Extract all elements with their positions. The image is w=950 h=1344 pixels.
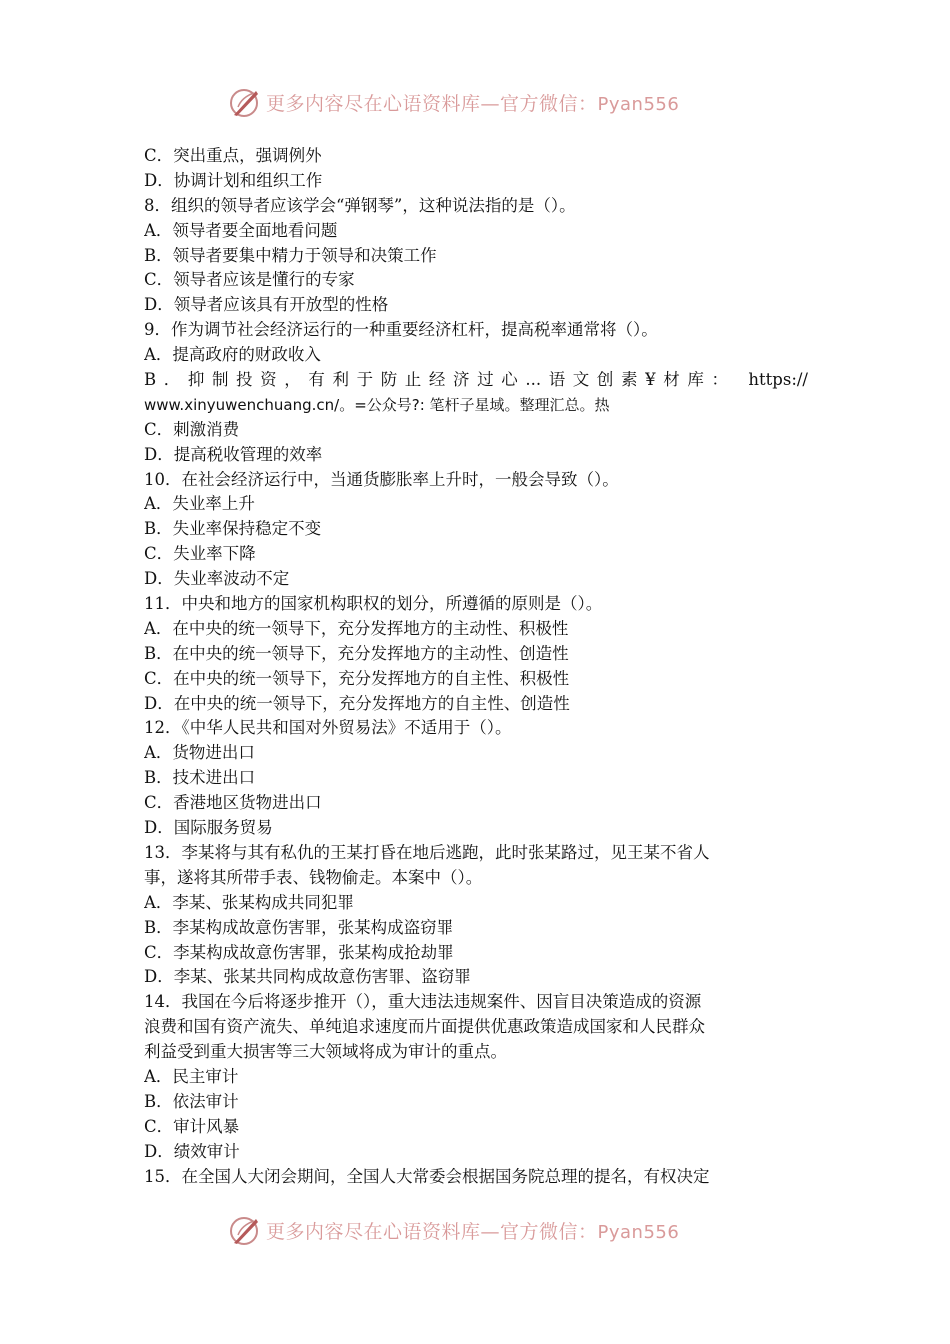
text-line: C．刺激消费 (144, 419, 240, 439)
text-line: D．提高税收管理的效率 (144, 444, 323, 464)
text-line: C．审计风暴 (144, 1116, 240, 1136)
ad-text-line: www.xinyuwenchuang.cn/。=公众号?: 笔杆子星域。整理汇总。热 (144, 395, 610, 414)
text-line: A．李某、张某构成共同犯罪 (144, 892, 354, 912)
text-line: 利益受到重大损害等三大领域将成为审计的重点。 (144, 1042, 507, 1062)
text-line: D．李某、张某共同构成故意伤害罪、盗窃罪 (144, 967, 471, 987)
text-line: 15．在全国人大闭会期间，全国人大常委会根据国务院总理的提名，有权决定 (144, 1166, 710, 1186)
text-line: D．绩效审计 (144, 1141, 240, 1161)
text-line: C．领导者应该是懂行的专家 (144, 270, 355, 290)
text-line: D．在中央的统一领导下，充分发挥地方的自主性、创造性 (144, 693, 570, 713)
text-line: A．货物进出口 (144, 743, 255, 763)
footer-banner-en: Pyan556 (597, 1221, 680, 1243)
text-line: B．李某构成故意伤害罪，张某构成盗窃罪 (144, 917, 454, 937)
text-line: C．突出重点，强调例外 (144, 146, 322, 165)
text-line: 浪费和国有资产流失、单纯追求速度而片面提供优惠政策造成国家和人民群众 (144, 1017, 705, 1037)
text-line: B．在中央的统一领导下，充分发挥地方的主动性、创造性 (144, 643, 569, 663)
text-line: D．失业率波动不定 (144, 569, 290, 589)
header-banner-text (266, 89, 679, 116)
header-banner-cn: 更多内容尽在心语资料库—官方微信： (266, 92, 598, 115)
text-line: 11．中央和地方的国家机构职权的划分，所遵循的原则是（）。 (144, 594, 603, 614)
text-line: 10．在社会经济运行中，当通货膨胀率上升时，一般会导致（）。 (144, 469, 619, 489)
footer-banner-text (266, 1217, 679, 1244)
text-line: D．协调计划和组织工作 (144, 170, 323, 190)
text-line: A．民主审计 (144, 1066, 239, 1086)
text-line: D．领导者应该具有开放型的性格 (144, 295, 389, 315)
text-line: A．领导者要全面地看问题 (144, 220, 338, 240)
text-line: C．李某构成故意伤害罪，张某构成抢劫罪 (144, 942, 454, 962)
header-banner-en: Pyan556 (597, 93, 680, 115)
text-line: C．香港地区货物进出口 (144, 793, 322, 813)
footer-banner (228, 1210, 728, 1250)
text-line: 8．组织的领导者应该学会“弹钢琴”，这种说法指的是（）。 (144, 195, 576, 215)
text-line: C．在中央的统一领导下，充分发挥地方的自主性、积极性 (144, 668, 570, 688)
quill-logo-icon (228, 85, 262, 119)
ad-text-line: B．抑制投资，有利于防止经济过心...语文创素¥材库： https:// (144, 370, 808, 390)
text-line: A．提高政府的财政收入 (144, 345, 321, 365)
text-line: B．领导者要集中精力于领导和决策工作 (144, 245, 437, 265)
text-line: 12．《中华人民共和国对外贸易法》不适用于（）。 (144, 718, 512, 738)
text-line: 事，遂将其所带手表、钱物偷走。本案中（）。 (144, 867, 483, 887)
quill-logo-icon (228, 1213, 262, 1247)
text-line: 14．我国在今后将逐步推开（），重大违法违规案件、因盲目决策造成的资源 (144, 992, 702, 1012)
text-line: 13．李某将与其有私仇的王某打昏在地后逃跑，此时张某路过，见王某不省人 (144, 842, 710, 862)
text-line: B．依法审计 (144, 1091, 239, 1111)
text-line: 9．作为调节社会经济运行的一种重要经济杠杆，提高税率通常将（）。 (144, 320, 658, 340)
document-body (144, 144, 808, 1189)
text-line: D．国际服务贸易 (144, 818, 273, 838)
text-line: B．失业率保持稳定不变 (144, 519, 322, 539)
header-banner (228, 82, 728, 122)
text-line: B．技术进出口 (144, 768, 256, 788)
text-line: C．失业率下降 (144, 544, 256, 564)
text-line: A．失业率上升 (144, 494, 255, 514)
text-line: A．在中央的统一领导下，充分发挥地方的主动性、积极性 (144, 618, 569, 638)
footer-banner-cn: 更多内容尽在心语资料库—官方微信： (266, 1220, 598, 1243)
